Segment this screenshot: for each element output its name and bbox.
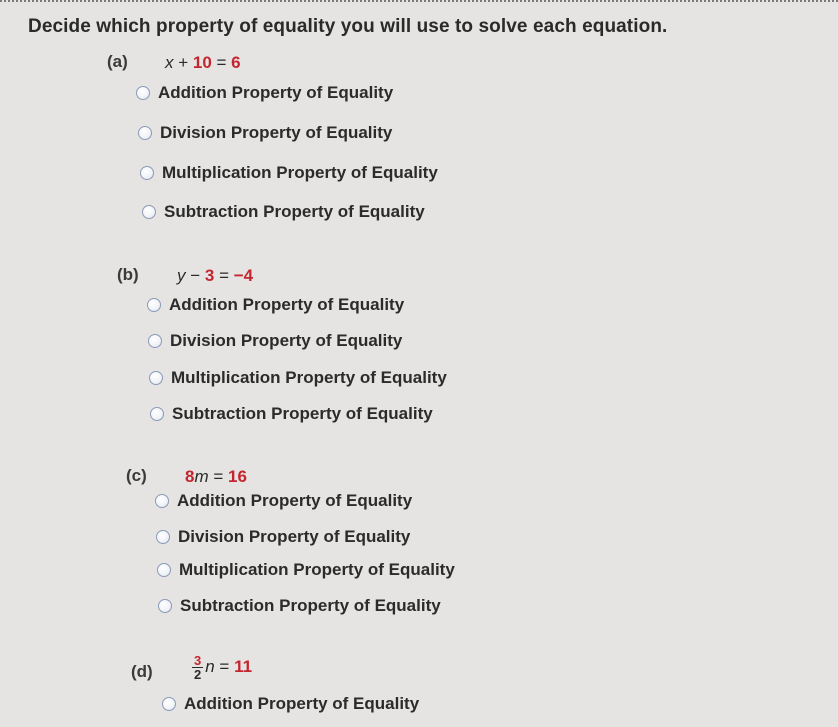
radio-button[interactable] xyxy=(142,205,156,219)
radio-button[interactable] xyxy=(158,599,172,613)
eq-equals: = xyxy=(211,53,232,72)
question-a-equation xyxy=(165,53,241,73)
radio-button[interactable] xyxy=(149,371,163,385)
eq-variable: x xyxy=(165,53,174,72)
option-label: Addition Property of Equality xyxy=(184,694,420,713)
option-label: Addition Property of Equality xyxy=(158,83,394,102)
eq-fraction xyxy=(192,654,203,681)
question-c-option-multiplication[interactable] xyxy=(157,560,455,580)
question-b-option-multiplication[interactable] xyxy=(149,368,447,388)
radio-button[interactable] xyxy=(148,334,162,348)
option-label: Addition Property of Equality xyxy=(177,491,413,510)
radio-button[interactable] xyxy=(140,166,154,180)
question-b-option-addition[interactable] xyxy=(147,295,404,315)
option-label: Subtraction Property of Equality xyxy=(180,596,441,615)
radio-button[interactable] xyxy=(162,697,176,711)
option-label: Multiplication Property of Equality xyxy=(179,560,455,579)
eq-variable: n xyxy=(205,656,215,676)
question-c-label: (c) xyxy=(126,466,147,485)
question-d-option-addition[interactable] xyxy=(162,694,419,714)
eq-result: 6 xyxy=(231,53,241,72)
eq-operator: − xyxy=(185,266,205,285)
eq-variable: y xyxy=(177,266,186,285)
radio-button[interactable] xyxy=(156,530,170,544)
question-b-equation xyxy=(177,266,253,286)
question-d-label: (d) xyxy=(131,662,153,681)
eq-variable: m xyxy=(194,467,209,486)
question-d-equation xyxy=(192,654,252,681)
question-c-option-addition[interactable] xyxy=(155,491,412,511)
option-label: Subtraction Property of Equality xyxy=(172,404,433,423)
eq-result: −4 xyxy=(233,266,254,285)
fraction-numerator: 3 xyxy=(194,653,202,668)
radio-button[interactable] xyxy=(157,563,171,577)
question-a-option-multiplication[interactable] xyxy=(140,163,438,183)
eq-equals: = xyxy=(214,266,234,285)
radio-button[interactable] xyxy=(150,407,164,421)
question-a-label: (a) xyxy=(107,52,128,71)
top-dotted-border xyxy=(0,0,838,8)
question-a-option-division[interactable] xyxy=(138,123,392,143)
question-c-equation xyxy=(185,467,247,487)
eq-equals: = xyxy=(208,467,229,486)
question-c-option-subtraction[interactable] xyxy=(158,596,441,616)
option-label: Division Property of Equality xyxy=(170,331,403,350)
eq-result: 11 xyxy=(234,656,253,676)
question-b-label: (b) xyxy=(117,265,139,284)
question-a-option-addition[interactable] xyxy=(136,83,393,103)
radio-button[interactable] xyxy=(138,126,152,140)
question-b-option-subtraction[interactable] xyxy=(150,404,433,424)
radio-button[interactable] xyxy=(147,298,161,312)
fraction-denominator: 2 xyxy=(194,667,202,682)
question-b-option-division[interactable] xyxy=(148,331,402,351)
eq-constant: 10 xyxy=(192,53,212,72)
instruction-text: Decide which property of equality you will use to solve each equation. xyxy=(28,16,668,37)
option-label: Addition Property of Equality xyxy=(169,295,405,314)
eq-constant: 3 xyxy=(204,266,215,285)
eq-coefficient: 8 xyxy=(185,467,195,486)
eq-operator: + xyxy=(173,53,193,72)
question-a-option-subtraction[interactable] xyxy=(142,202,425,222)
option-label: Division Property of Equality xyxy=(160,123,393,142)
question-c-option-division[interactable] xyxy=(156,527,410,547)
option-label: Multiplication Property of Equality xyxy=(171,368,447,387)
option-label: Multiplication Property of Equality xyxy=(162,163,438,182)
option-label: Division Property of Equality xyxy=(178,527,411,546)
radio-button[interactable] xyxy=(155,494,169,508)
option-label: Subtraction Property of Equality xyxy=(164,202,425,221)
radio-button[interactable] xyxy=(136,86,150,100)
eq-result: 16 xyxy=(228,467,247,486)
eq-equals: = xyxy=(214,656,235,676)
